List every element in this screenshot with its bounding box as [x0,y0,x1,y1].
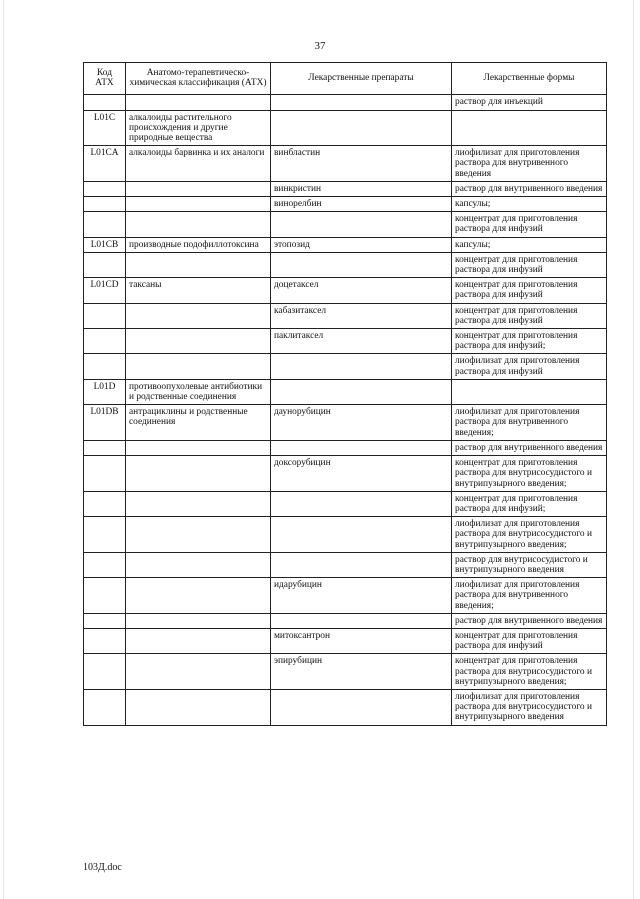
cell-form: концентрат для приготовления раствора для инфузий [452,628,607,653]
cell-form: концентрат для приготовления раствора для инфузий [452,252,607,277]
table-row [84,440,607,455]
table-row [84,354,607,379]
table-row [84,212,607,237]
cell-drug: кабазитаксел [271,303,452,328]
cell-drug [271,552,452,577]
cell-classification: алкалоиды барвинка и их аналоги [126,146,271,182]
table-header-row [84,63,607,95]
table-row [84,456,607,492]
cell-code [84,303,126,328]
table-row [84,654,607,690]
cell-classification [126,456,271,492]
cell-code [84,252,126,277]
cell-form: раствор для внутрисосудистого и внутрипузырного введения [452,552,607,577]
cell-drug: митоксантрон [271,628,452,653]
cell-drug [271,379,452,404]
cell-classification: алкалоиды растительного происхождения и другие природные вещества [126,110,271,146]
cell-form: концентрат для приготовления раствора для инфузий [452,278,607,303]
cell-form: лиофилизат для приготовления раствора для инфузий [452,354,607,379]
table-row [84,552,607,577]
cell-drug [271,613,452,628]
table-row [84,689,607,725]
cell-drug [271,517,452,553]
cell-form: концентрат для приготовления раствора для инфузий [452,212,607,237]
cell-classification [126,252,271,277]
cell-classification [126,613,271,628]
header-classification: Анатомо-терапевтическо-химическая классификация (АТХ) [126,63,271,95]
cell-form: раствор для внутривенного введения [452,613,607,628]
cell-drug [271,110,452,146]
cell-code [84,689,126,725]
scan-edge-left [3,0,4,899]
table-row [84,628,607,653]
cell-drug [271,440,452,455]
table-row [84,303,607,328]
cell-form: раствор для внутривенного введения [452,181,607,196]
header-drugs: Лекарственные препараты [271,63,452,95]
cell-form: концентрат для приготовления раствора для инфузий; [452,329,607,354]
cell-code: L01CD [84,278,126,303]
page-number: 37 [314,40,326,52]
table-row [84,491,607,516]
cell-code: L01DB [84,405,126,441]
cell-classification [126,212,271,237]
document-filename: 103Д.doc [83,862,122,873]
cell-drug: винбластин [271,146,452,182]
cell-classification [126,517,271,553]
cell-form: капсулы; [452,237,607,252]
cell-form: лиофилизат для приготовления раствора для внутрисосудистого и внутрипузырного введения; [452,517,607,553]
cell-form: раствор для инъекций [452,95,607,110]
cell-drug: этопозид [271,237,452,252]
cell-code: L01C [84,110,126,146]
cell-drug [271,491,452,516]
cell-code [84,197,126,212]
cell-classification: таксаны [126,278,271,303]
cell-drug: винкристин [271,181,452,196]
cell-drug: даунорубицин [271,405,452,441]
table-row [84,278,607,303]
cell-code [84,354,126,379]
cell-drug [271,252,452,277]
table-row [84,110,607,146]
cell-form: концентрат для приготовления раствора для внутрисосудистого и внутрипузырного введения; [452,456,607,492]
cell-code [84,440,126,455]
cell-classification [126,95,271,110]
cell-code [84,95,126,110]
cell-form: лиофилизат для приготовления раствора для внутривенного введения; [452,578,607,614]
cell-classification [126,654,271,690]
cell-code [84,181,126,196]
table-row [84,517,607,553]
cell-code: L01D [84,379,126,404]
cell-form: лиофилизат для приготовления раствора для внутрисосудистого и внутрипузырного введения [452,689,607,725]
cell-classification [126,628,271,653]
cell-form [452,110,607,146]
cell-drug: доцетаксел [271,278,452,303]
cell-code [84,628,126,653]
cell-classification [126,578,271,614]
cell-classification [126,491,271,516]
cell-form: лиофилизат для приготовления раствора для внутривенного введения [452,146,607,182]
cell-classification [126,440,271,455]
cell-classification [126,197,271,212]
cell-classification: противоопухолевые антибиотики и родственные соединения [126,379,271,404]
cell-drug [271,95,452,110]
cell-classification [126,181,271,196]
cell-classification [126,552,271,577]
table-row [84,329,607,354]
table-row [84,95,607,110]
table-row [84,237,607,252]
cell-drug [271,689,452,725]
cell-classification [126,689,271,725]
cell-form [452,379,607,404]
cell-code [84,329,126,354]
cell-form: капсулы; [452,197,607,212]
cell-code [84,613,126,628]
header-forms: Лекарственные формы [452,63,607,95]
cell-drug [271,354,452,379]
table-row [84,197,607,212]
cell-classification [126,329,271,354]
cell-drug: винорелбин [271,197,452,212]
cell-form: концентрат для приготовления раствора для инфузий [452,303,607,328]
cell-form: лиофилизат для приготовления раствора для внутривенного введения; [452,405,607,441]
table-row [84,379,607,404]
cell-classification [126,354,271,379]
cell-code [84,654,126,690]
cell-drug: эпирубицин [271,654,452,690]
table-row [84,405,607,441]
cell-form: концентрат для приготовления раствора для инфузий; [452,491,607,516]
cell-code [84,552,126,577]
table-row [84,146,607,182]
table-row [84,252,607,277]
header-code: Код АТХ [84,63,126,95]
table-row [84,613,607,628]
cell-classification: антрациклины и родственные соединения [126,405,271,441]
cell-classification [126,303,271,328]
cell-code [84,578,126,614]
cell-drug: идарубицин [271,578,452,614]
cell-code [84,517,126,553]
cell-form: концентрат для приготовления раствора для внутрисосудистого и внутрипузырного введения; [452,654,607,690]
cell-drug: доксорубицин [271,456,452,492]
cell-code: L01CB [84,237,126,252]
cell-code [84,456,126,492]
cell-drug [271,212,452,237]
table-row [84,181,607,196]
scan-edge-right [633,0,634,899]
table-row [84,578,607,614]
cell-code: L01CA [84,146,126,182]
cell-code [84,212,126,237]
atx-drug-table [83,62,607,726]
cell-code [84,491,126,516]
cell-classification: производные подофиллотоксина [126,237,271,252]
cell-drug: паклитаксел [271,329,452,354]
cell-form: раствор для внутривенного введения [452,440,607,455]
